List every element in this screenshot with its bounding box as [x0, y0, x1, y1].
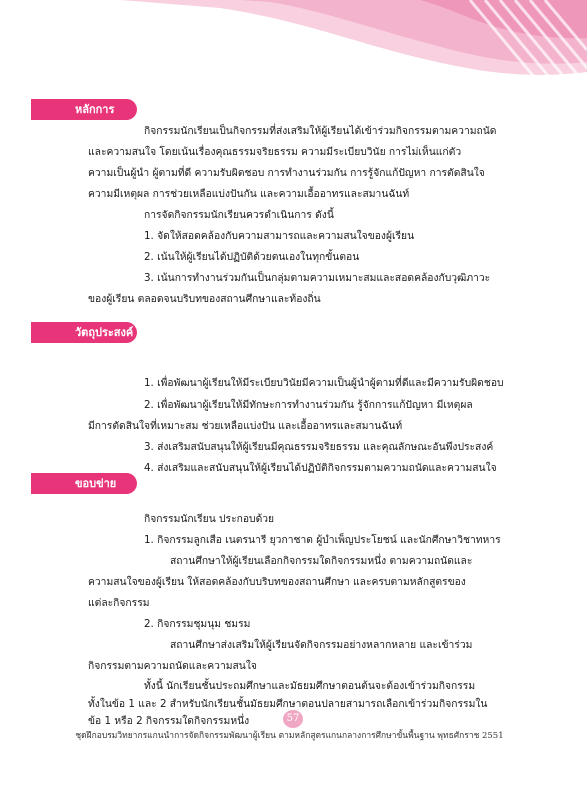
body-line: ข้อ 1 หรือ 2 กิจกรรมใดกิจกรรมหนึ่ง — [88, 715, 250, 727]
body-line: แต่ละกิจกรรม — [88, 597, 150, 609]
body-line: กิจกรรมนักเรียน ประกอบด้วย — [144, 513, 275, 525]
list-item: 2. กิจกรรมชุมนุม ชมรม — [144, 618, 251, 630]
list-item: 3. ส่งเสริมสนับสนุนให้ผู้เรียนมีคุณธรรมจริยธรรม และคุณลักษณะอันพึงประสงค์ — [144, 441, 494, 453]
body-line: มีการตัดสินใจที่เหมาะสม ช่วยเหลือแบ่งปัน และเอื้ออาทรและสมานฉันท์ — [88, 420, 403, 432]
body-line: ทั้งนี้ นักเรียนชั้นประถมศึกษาและมัธยมศึกษาตอนต้นจะต้องเข้าร่วมกิจกรรม — [144, 680, 476, 692]
list-item: 1. กิจกรรมลูกเสือ เนตรนารี ยุวกาชาด ผู้บำเพ็ญประโยชน์ และนักศึกษาวิชาทหาร — [144, 534, 501, 546]
body-line: ทั้งในข้อ 1 และ 2 สำหรับนักเรียนชั้นมัธยมศึกษาตอนปลายสามารถเลือกเข้าร่วมกิจกรรมใน — [88, 698, 488, 710]
body-line: กิจกรรมตามความถนัดและความสนใจ — [88, 660, 257, 672]
list-item: 1. เพื่อพัฒนาผู้เรียนให้มีระเบียบวินัยมีความเป็นผู้นำผู้ตามที่ดีและมีความรับผิดชอบ — [144, 377, 504, 389]
section-heading-principles: หลักการ — [31, 99, 137, 120]
section-heading-objectives: วัตถุประสงค์ — [31, 322, 137, 343]
list-item: 1. จัดให้สอดคล้องกับความสามารถและความสนใจของผู้เรียน — [144, 230, 415, 242]
body-line: การจัดกิจกรรมนักเรียนควรดำเนินการ ดังนี้ — [144, 209, 334, 221]
body-line: สถานศึกษาส่งเสริมให้ผู้เรียนจัดกิจกรรมอย่างหลากหลาย และเข้าร่วม — [170, 639, 473, 651]
body-line: ความสนใจของผู้เรียน ให้สอดคล้องกับบริบทของสถานศึกษา และครบตามหลักสูตรของ — [88, 576, 466, 588]
body-line: ความเป็นผู้นำ ผู้ตามที่ดี ความรับผิดชอบ การทำงานร่วมกัน การรู้จักแก้ปัญหา การตัดสินใจ — [88, 167, 485, 179]
page-number-badge: 57 — [283, 710, 303, 728]
section-heading-scope: ขอบข่าย — [31, 473, 137, 494]
list-item: 4. ส่งเสริมและสนับสนุนให้ผู้เรียนได้ปฏิบัติกิจกรรมตามความถนัดและความสนใจ — [144, 462, 497, 474]
body-line: กิจกรรมนักเรียนเป็นกิจกรรมที่ส่งเสริมให้ผู้เรียนได้เข้าร่วมกิจกรรมตามความถนัด — [144, 125, 497, 137]
list-item: 3. เน้นการทำงานร่วมกันเป็นกลุ่มตามความเหมาะสมและสอดคล้องกับวุฒิภาวะ — [144, 272, 491, 284]
body-line: ของผู้เรียน ตลอดจนบริบทของสถานศึกษาและท้องถิ่น — [88, 293, 321, 305]
header-decoration — [0, 0, 587, 95]
body-line: สถานศึกษาให้ผู้เรียนเลือกกิจกรรมใดกิจกรรมหนึ่ง ตามความถนัดและ — [170, 555, 473, 567]
list-item: 2. เน้นให้ผู้เรียนได้ปฏิบัติด้วยตนเองในทุกขั้นตอน — [144, 251, 360, 263]
list-item: 2. เพื่อพัฒนาผู้เรียนให้มีทักษะการทำงานร่วมกัน รู้จักการแก้ปัญหา มีเหตุผล — [144, 399, 473, 411]
body-line: ความมีเหตุผล การช่วยเหลือแบ่งปันกัน และความเอื้ออาทรและสมานฉันท์ — [88, 188, 410, 200]
footer-caption: ชุดฝึกอบรมวิทยากรแกนนำการจัดกิจกรรมพัฒนาผู้เรียน ตามหลักสูตรแกนกลางการศึกษาขั้นพื้นฐาน พุทธศักราช 2551 — [75, 731, 504, 741]
body-line: และความสนใจ โดยเน้นเรื่องคุณธรรมจริยธรรม ความมีระเบียบวินัย การไม่เห็นแก่ตัว — [88, 146, 462, 158]
